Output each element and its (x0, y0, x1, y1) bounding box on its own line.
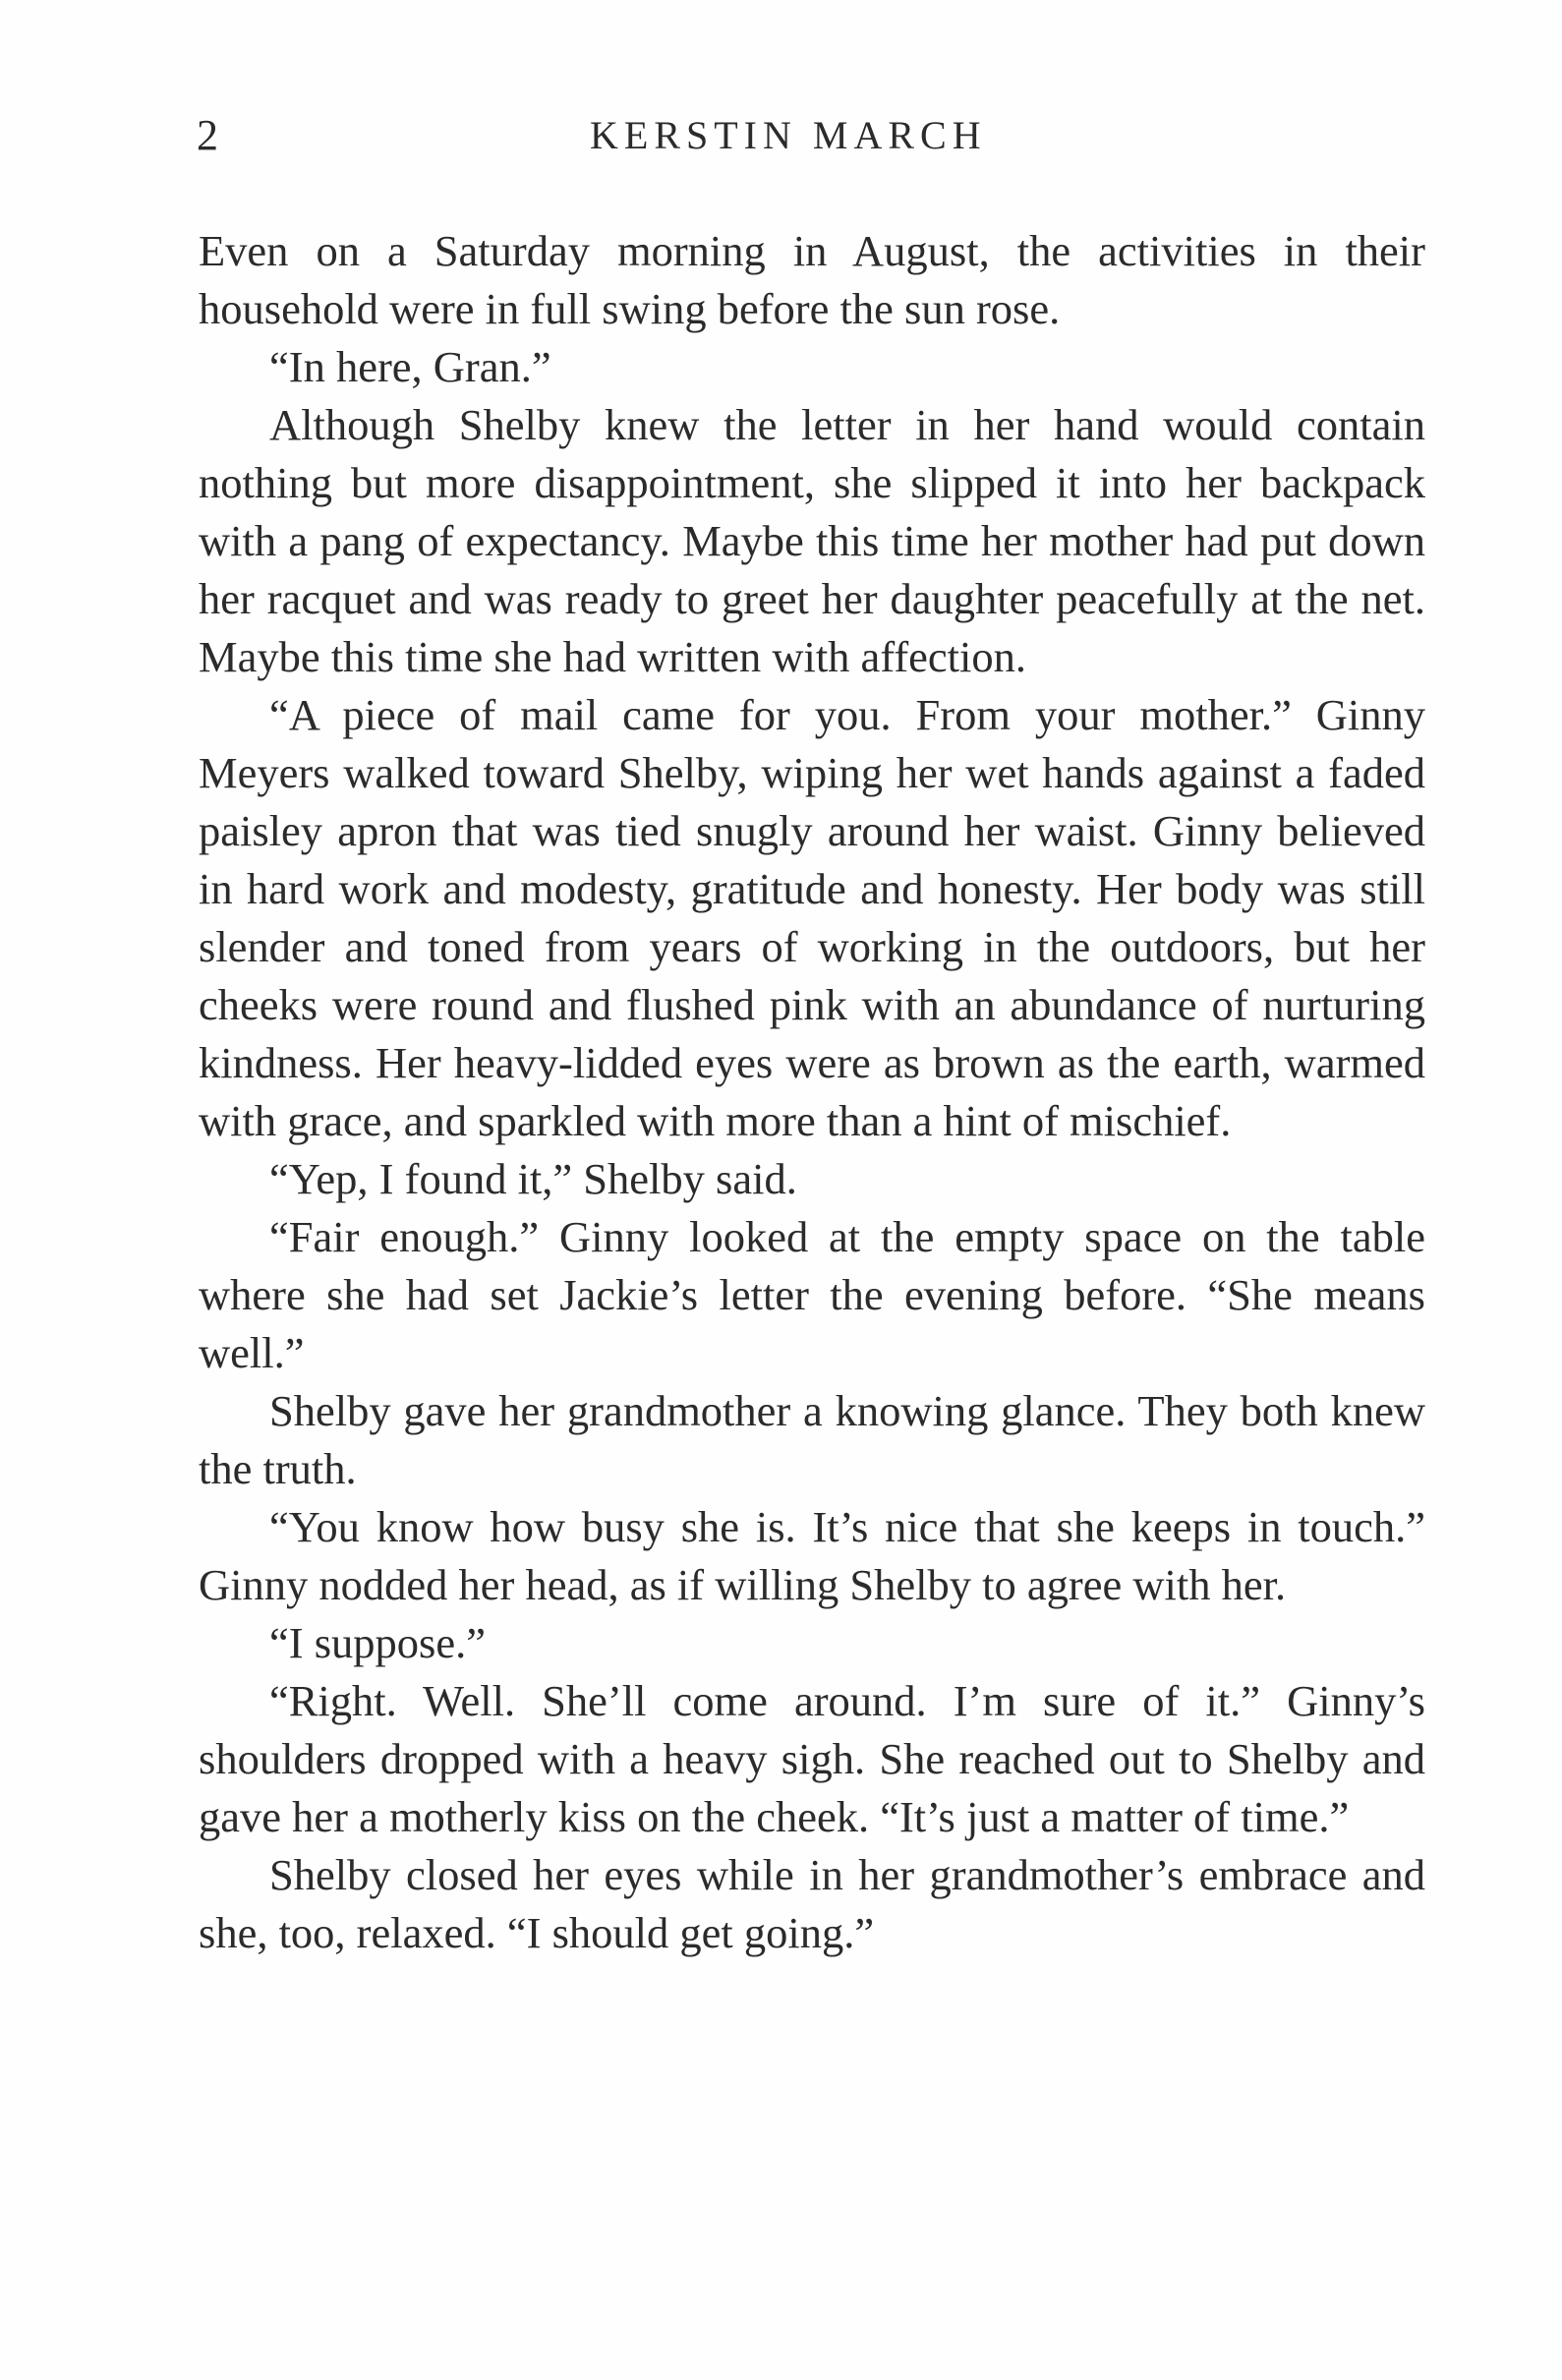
paragraph: Even on a Saturday morning in August, the activities in their household were in full swing before the sun rose. (199, 226, 1425, 333)
paragraph: “I suppose.” (269, 1618, 486, 1667)
body-text (199, 222, 1425, 1962)
paragraph: “You know how busy she is. It’s nice that she keeps in touch.” Ginny nodded her head, as if willing Shelby to agree with her. (199, 1502, 1425, 1609)
paragraph: “Fair enough.” Ginny looked at the empty space on the table where she had set Jackie’s letter the evening before. “She means well.” (199, 1212, 1425, 1377)
paragraph: “A piece of mail came for you. From your mother.” Ginny Meyers walked toward Shelby, wiping her wet hands against a faded paisley apron that was tied snugly around her waist. Ginny believed in hard work and modesty, gratitude and honesty. Her body was still slender and toned from years of working in the outdoors, but her cheeks were round and flushed pink with an abundance of nurturing kindness. Her heavy-lidded eyes were as brown as the earth, warmed with grace, and sparkled with more than a hint of mischief. (199, 690, 1425, 1145)
running-head (197, 106, 1425, 165)
running-title: KERSTIN MARCH (590, 113, 987, 157)
paragraph: “Right. Well. She’ll come around. I’m sure of it.” Ginny’s shoulders dropped with a heavy sigh. She reached out to Shelby and gave her a motherly kiss on the cheek. “It’s just a matter of time.” (199, 1676, 1425, 1841)
paragraph: “Yep, I found it,” Shelby said. (269, 1154, 797, 1203)
paragraph: “In here, Gran.” (269, 342, 551, 391)
paragraph: Shelby closed her eyes while in her grandmother’s embrace and she, too, relaxed. “I should get going.” (199, 1850, 1425, 1957)
page-number: 2 (197, 111, 218, 159)
paragraph: Although Shelby knew the letter in her hand would contain nothing but more disappointment, she slipped it into her backpack with a pang of expectancy. Maybe this time her mother had put down her racquet and was ready to greet her daughter peacefully at the net. Maybe this time she had written with affection. (199, 400, 1425, 681)
paragraph: Shelby gave her grandmother a knowing glance. They both knew the truth. (199, 1386, 1425, 1493)
